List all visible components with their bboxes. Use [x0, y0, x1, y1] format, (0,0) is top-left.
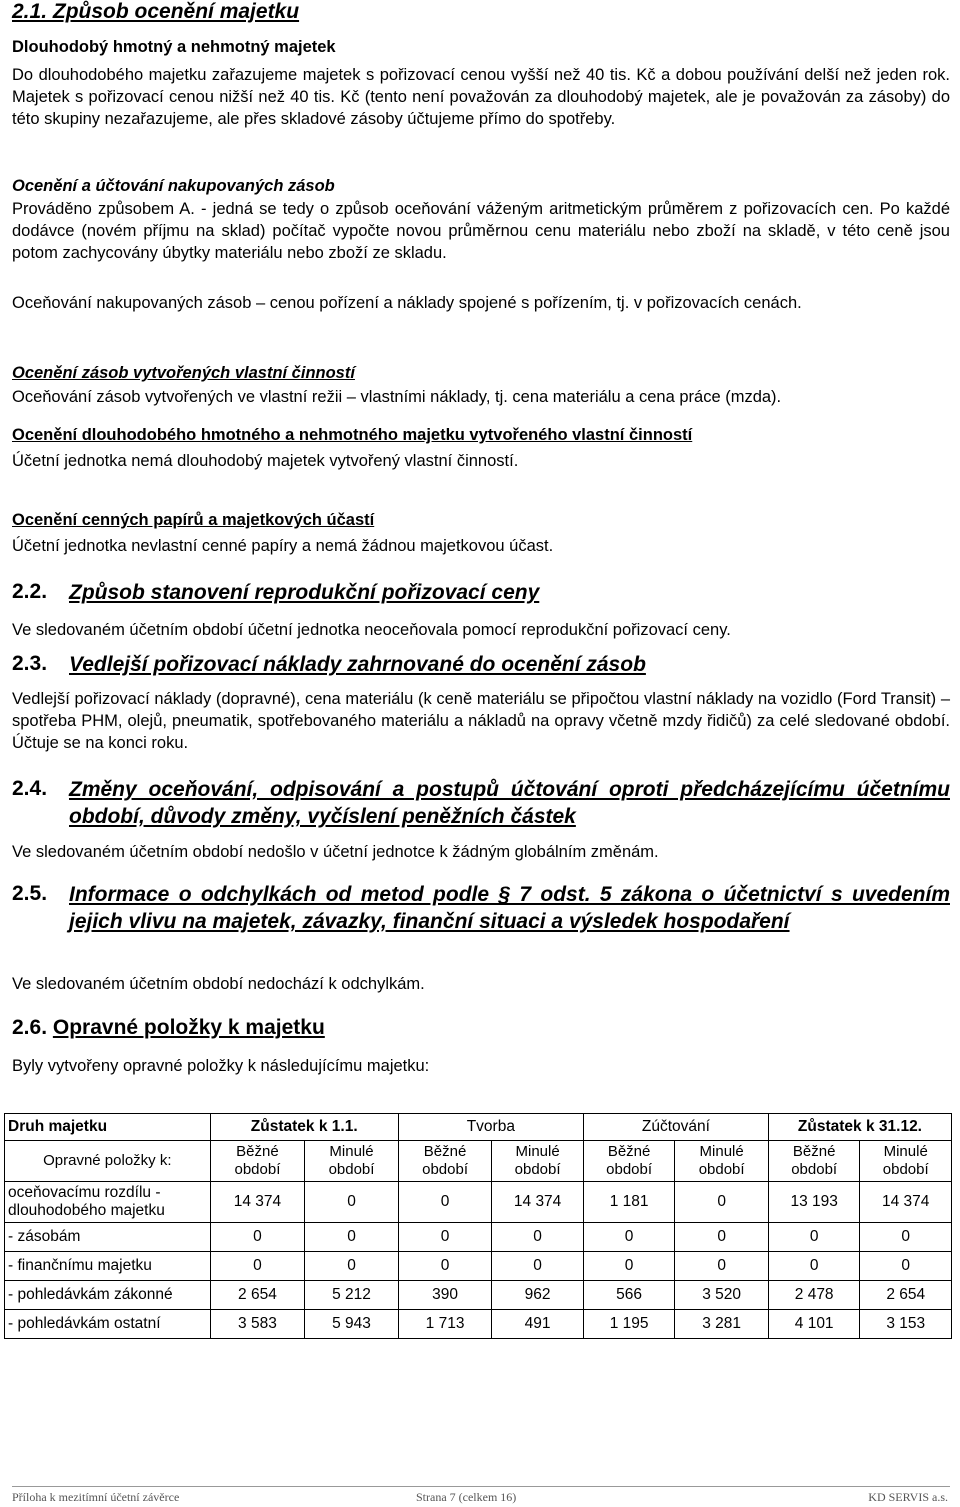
section-2-4-text: Ve sledovaném účetním období nedošlo v účetní jednotce k žádným globálním změnám. — [12, 843, 659, 861]
subheader-cell: Minulé období — [492, 1141, 584, 1182]
table-cell: 0 — [210, 1223, 305, 1252]
section-2-2-title: Způsob stanovení reprodukční pořizovací ceny — [69, 581, 540, 604]
table-cell: 2 654 — [210, 1281, 305, 1310]
table-cell: 3 281 — [675, 1310, 769, 1339]
table-row — [5, 1182, 952, 1223]
table-cell: 0 — [210, 1252, 305, 1281]
table-cell: 962 — [492, 1281, 584, 1310]
table-cell: 0 — [860, 1223, 952, 1252]
table-row — [5, 1252, 952, 1281]
row-label: - zásobám — [5, 1223, 211, 1252]
table-cell: 13 193 — [768, 1182, 860, 1223]
section-2-6-text: Byly vytvořeny opravné položky k následujícímu majetku: — [12, 1057, 430, 1075]
footer-divider — [12, 1486, 950, 1487]
subheading-long-term-assets: Dlouhodobý hmotný a nehmotný majetek — [12, 38, 336, 56]
paragraph-long-term-assets: Do dlouhodobého majetku zařazujeme majetek s pořizovací cenou vyšší než 40 tis. Kč a dobou používání delší než jeden rok. Majetek s pořizovací cenou nižší než 40 tis. Kč (tento není považován za dlouhodobý majetek, ale je považován za zásoby) do této skupiny nezařazujeme, ale přes skladové zásoby účtujeme přímo do spotřeby. — [12, 66, 950, 128]
table-cell: 0 — [675, 1223, 769, 1252]
section-2-6-number: 2.6. — [12, 1016, 48, 1039]
paragraph-own-assets: Účetní jednotka nemá dlouhodobý majetek vytvořený vlastní činností. — [12, 452, 519, 470]
header-closing-balance: Zůstatek k 31.12. — [768, 1114, 951, 1141]
table-cell: 3 520 — [675, 1281, 769, 1310]
table-row — [5, 1310, 952, 1339]
paragraph-securities: Účetní jednotka nevlastní cenné papíry a nemá žádnou majetkovou účast. — [12, 537, 554, 555]
row-label: oceňovacímu rozdílu - dlouhodobého majetku — [5, 1182, 211, 1223]
subheading-securities: Ocenění cenných papírů a majetkových účastí — [12, 511, 375, 529]
subheading-own-inventory: Ocenění zásob vytvořených vlastní činností — [12, 364, 355, 382]
paragraph-inventory-valuation: Oceňování nakupovaných zásob – cenou pořízení a náklady spojené s pořízením, tj. v pořizovacích cenách. — [12, 294, 802, 312]
section-2-6-title: Opravné položky k majetku — [52, 1016, 325, 1039]
header-opening-balance: Zůstatek k 1.1. — [210, 1114, 398, 1141]
table-cell: 1 713 — [398, 1310, 492, 1339]
row-label: - pohledávkám zákonné — [5, 1281, 211, 1310]
table-cell: 0 — [768, 1223, 860, 1252]
section-2-2-number: 2.2. — [12, 580, 48, 603]
table-cell: 0 — [675, 1182, 769, 1223]
table-cell: 0 — [305, 1182, 399, 1223]
table-cell: 491 — [492, 1310, 584, 1339]
table-cell: 566 — [583, 1281, 675, 1310]
subheader-cell: Běžné období — [583, 1141, 675, 1182]
table-cell: 2 478 — [768, 1281, 860, 1310]
provisions-table — [4, 1113, 952, 1339]
table-cell: 14 374 — [210, 1182, 305, 1223]
table-cell: 3 583 — [210, 1310, 305, 1339]
table-cell: 0 — [398, 1252, 492, 1281]
table-cell: 0 — [492, 1223, 584, 1252]
table-cell: 3 153 — [860, 1310, 952, 1339]
subheader-cell: Minulé období — [305, 1141, 399, 1182]
table-cell: 5 943 — [305, 1310, 399, 1339]
section-2-6-heading — [12, 1016, 325, 1040]
header-settlement: Zúčtování — [583, 1114, 768, 1141]
subheader-label: Opravné položky k: — [5, 1141, 211, 1182]
footer-page-number: Strana 7 (celkem 16) — [416, 1490, 517, 1504]
header-creation: Tvorba — [398, 1114, 583, 1141]
header-asset-type: Druh majetku — [5, 1114, 211, 1141]
section-2-1-heading: 2.1. Způsob ocenění majetku — [12, 0, 300, 23]
table-cell: 0 — [305, 1223, 399, 1252]
paragraph-own-inventory: Oceňování zásob vytvořených ve vlastní režii – vlastními náklady, tj. cena materiálu a cena práce (mzda). — [12, 388, 782, 406]
section-2-5-text: Ve sledovaném účetním období nedochází k odchylkám. — [12, 975, 425, 993]
table-cell: 14 374 — [492, 1182, 584, 1223]
table-cell: 0 — [768, 1252, 860, 1281]
table-cell: 5 212 — [305, 1281, 399, 1310]
footer-left: Příloha k mezitímní účetní závěrce — [12, 1490, 180, 1504]
table-subheader-row — [5, 1141, 952, 1182]
table-cell: 1 195 — [583, 1310, 675, 1339]
subheader-cell: Minulé období — [860, 1141, 952, 1182]
table-cell: 0 — [398, 1182, 492, 1223]
table-cell: 4 101 — [768, 1310, 860, 1339]
section-2-3-text: Vedlejší pořizovací náklady (dopravné), cena materiálu (k ceně materiálu se připočtou vlastní náklady na vozidlo (Ford Transit) – spotřeba PHM, olejů, pneumatik, spotřebovaného materiálu a nákladů na opravy včetně mzdy řidičů) za celé sledované období. Účtuje se na konci roku. — [12, 690, 950, 752]
subheader-cell: Běžné období — [210, 1141, 305, 1182]
subheader-cell: Běžné období — [768, 1141, 860, 1182]
table-row — [5, 1281, 952, 1310]
table-header-row — [5, 1114, 952, 1141]
subheader-cell: Minulé období — [675, 1141, 769, 1182]
row-label: - pohledávkám ostatní — [5, 1310, 211, 1339]
table-cell: 2 654 — [860, 1281, 952, 1310]
subheading-purchased-inventory: Ocenění a účtování nakupovaných zásob — [12, 177, 335, 195]
paragraph-inventory-method: Prováděno způsobem A. - jedná se tedy o způsob oceňování váženým aritmetickým průměrem z pořizovacích cen. Po každé dodávce (novém příjmu na sklad) počítač vypočte novou průměrnou cenu materiálu nebo zboží na skladě, v této ceně jsou potom zachycovány úbytky materiálu nebo zboží ze skladu. — [12, 200, 950, 262]
table-cell: 0 — [398, 1223, 492, 1252]
section-2-5-number: 2.5. — [12, 882, 48, 905]
section-2-5-title: Informace o odchylkách od metod podle § 7 odst. 5 zákona o účetnictví s uvedením jejich vlivu na majetek, závazky, finanční situaci a výsledek hospodaření — [69, 883, 950, 933]
table-cell: 0 — [492, 1252, 584, 1281]
table-cell: 0 — [305, 1252, 399, 1281]
section-2-2-text: Ve sledovaném účetním období účetní jednotka neoceňovala pomocí reprodukční pořizovací ceny. — [12, 621, 731, 639]
section-2-3-title: Vedlejší pořizovací náklady zahrnované do ocenění zásob — [69, 653, 646, 676]
table-cell: 0 — [675, 1252, 769, 1281]
table-cell: 0 — [583, 1223, 675, 1252]
section-2-4-number: 2.4. — [12, 777, 48, 800]
section-2-4-title: Změny oceňování, odpisování a postupů účtování oproti předcházejícímu účetnímu období, důvody změny, vyčíslení peněžních částek — [69, 778, 950, 828]
footer-company: KD SERVIS a.s. — [868, 1490, 948, 1504]
table-cell: 390 — [398, 1281, 492, 1310]
table-row — [5, 1223, 952, 1252]
table-cell: 1 181 — [583, 1182, 675, 1223]
subheader-cell: Běžné období — [398, 1141, 492, 1182]
section-2-3-number: 2.3. — [12, 652, 48, 675]
subheading-own-assets: Ocenění dlouhodobého hmotného a nehmotného majetku vytvořeného vlastní činností — [12, 426, 693, 444]
row-label: - finančnímu majetku — [5, 1252, 211, 1281]
table-cell: 0 — [860, 1252, 952, 1281]
table-cell: 14 374 — [860, 1182, 952, 1223]
table-cell: 0 — [583, 1252, 675, 1281]
